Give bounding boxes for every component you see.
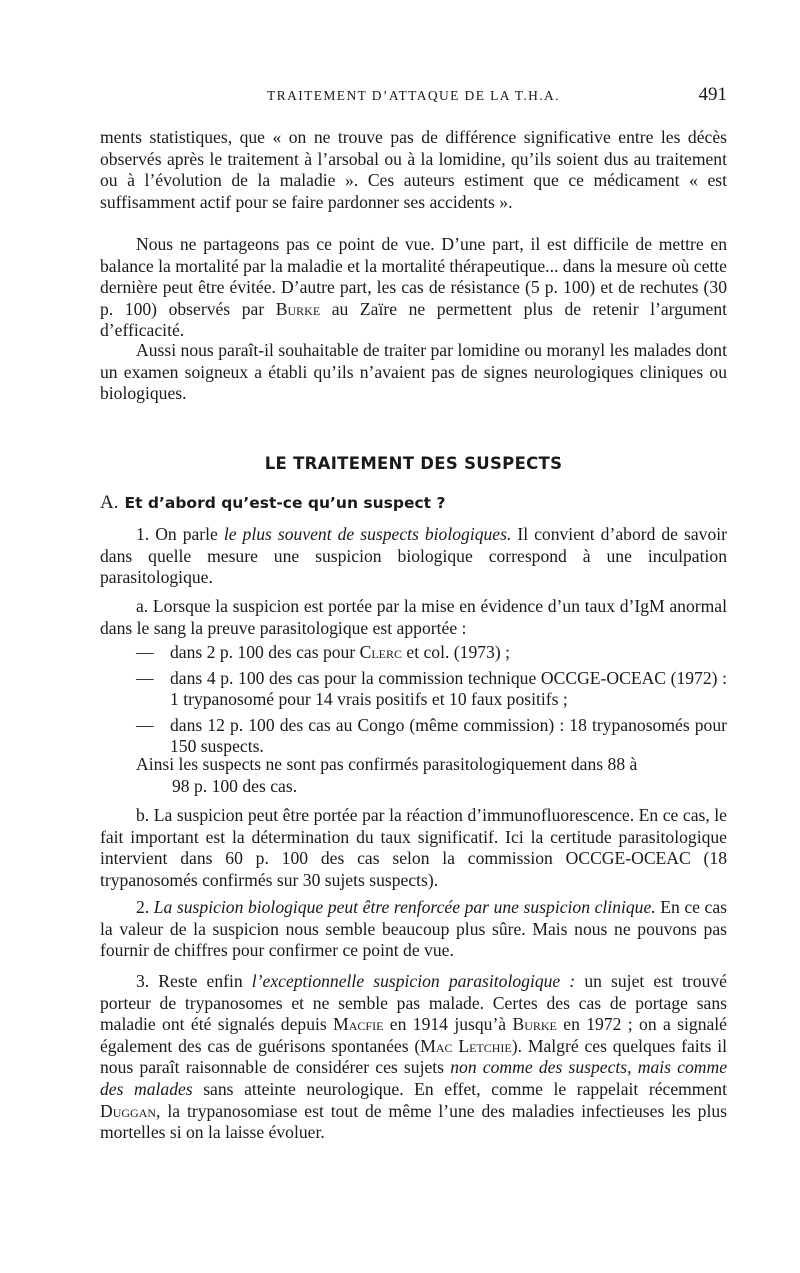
running-title: TRAITEMENT D’ATTAQUE DE LA T.H.A.	[267, 88, 560, 103]
list-item	[100, 642, 727, 664]
paragraph-9-italic-2: non comme des suspects, mais comme des malades	[100, 1057, 727, 1099]
paragraph-4-text: Il convient d’abord de savoir dans quelle mesure une suspicion biologique correspond à une inculpation parasitologique.	[100, 524, 727, 588]
dash-marker: —	[136, 667, 154, 688]
list-item	[100, 715, 727, 758]
paragraph-2-text-b: au Zaïre ne permettent plus de retenir l’argument d’efficacité.	[100, 298, 727, 341]
paragraph-9-italic-1: l’exceptionnelle suspicion parasitologique :	[251, 971, 576, 991]
page-number: 491	[698, 84, 727, 105]
running-header	[100, 84, 727, 108]
author-duggan: Duggan	[100, 1100, 157, 1121]
author-mac-letchie: Mac Letchie	[420, 1035, 512, 1056]
paragraph-9-text: en 1972 ; on a signalé également des cas de guérisons spontanées (	[100, 1014, 727, 1056]
paragraph-8	[100, 897, 727, 962]
list-item-text: et col. (1973) ;	[402, 642, 510, 662]
list-item	[100, 668, 727, 711]
author-burke: Burke	[275, 298, 321, 319]
statistics-list	[100, 642, 727, 758]
section-title: LE TRAITEMENT DES SUSPECTS	[264, 454, 563, 473]
paragraph-9	[100, 971, 727, 1144]
paragraph-6-line1: Ainsi les suspects ne sont pas confirmés parasitologiquement dans 88 à	[136, 754, 638, 774]
paragraph-6	[136, 754, 691, 797]
paragraph-8-text: En ce cas la valeur de la suspicion nous semble beaucoup plus sûre. Mais nous ne pouvons pas fournir de chiffres pour confirmer ce point de vue.	[100, 897, 727, 961]
author-clerc: Clerc	[359, 642, 402, 662]
paragraph-9-text: en 1914 jusqu’à	[383, 1014, 513, 1035]
list-item-text: dans 2 p. 100 des cas pour	[170, 642, 360, 662]
paragraph-4-lead: 1. On parle	[136, 524, 224, 544]
paragraph-4-italic: le plus souvent de suspects biologiques.	[223, 524, 512, 544]
paragraph-2	[100, 234, 727, 342]
paragraph-9-lead: 3. Reste enfin	[136, 971, 252, 991]
dash-marker: —	[136, 714, 154, 735]
dash-marker: —	[136, 642, 154, 662]
paragraph-1: ments statistiques, que « on ne trouve pas de différence significative entre les décès observés après le traitement à l’arsobal ou à la lomidine, qu’ils soient dus au traitement ou à l’évolution de la maladie ». Ces auteurs estiment que ce médicament « est suffisamment actif pour se faire pardonner ses accidents ».	[100, 127, 727, 212]
paragraph-9-text: ). Malgré ces quelques faits il nous paraît raisonnable de considérer ces sujets	[100, 1035, 727, 1078]
subsection-heading	[100, 492, 727, 514]
paragraph-6-line2: 98 p. 100 des cas.	[172, 775, 298, 796]
paragraph-9-text: un sujet est trouvé porteur de trypanosomes et ne semble pas malade. Certes des cas de portage sans maladie ont été signalés depuis	[100, 971, 727, 1035]
author-burke: Burke	[512, 1014, 557, 1035]
paragraph-8-italic: La suspicion biologique peut être renforcée par une suspicion clinique.	[153, 897, 656, 917]
paragraph-8-lead: 2.	[136, 897, 154, 917]
paragraph-4	[100, 524, 727, 589]
subsection-letter: A.	[100, 492, 119, 513]
paragraph-7: b. La suspicion peut être portée par la réaction d’immunofluorescence. En ce cas, le fait important est la détermination du taux significatif. Ici la certitude parasitologique intervient dans 60 p. 100 des cas selon la commission OCCGE-OCEAC (18 trypanosomés confirmés sur 30 sujets suspects).	[100, 805, 727, 890]
paragraph-2-text-a: Nous ne partageons pas ce point de vue. D’une part, il est difficile de mettre en balance la mortalité par la maladie et la mortalité thérapeutique... dans la mesure où cette dernière peut être évitée. D’autre part, les cas de résistance (5 p. 100) et de rechutes (30 p. 100) observés par	[100, 234, 727, 319]
list-item-text: dans 12 p. 100 des cas au Congo (même commission) : 18 trypanosomés pour 150 suspects.	[170, 714, 727, 757]
author-macfie: Macfie	[333, 1014, 384, 1035]
paragraph-9-text: , la trypanosomiase est tout de même l’une des maladies infectieuses les plus mortelles si on la laisse évoluer.	[100, 1100, 727, 1143]
paragraph-5: a. Lorsque la suspicion est portée par la mise en évidence d’un taux d’IgM anormal dans le sang la preuve parasitologique est apportée :	[100, 596, 727, 638]
paragraph-3: Aussi nous paraît-il souhaitable de traiter par lomidine ou moranyl les malades dont un examen soigneux a établi qu’ils n’avaient pas de signes neurologiques cliniques ou biologiques.	[100, 340, 727, 404]
list-item-text: dans 4 p. 100 des cas pour la commission technique OCCGE-OCEAC (1972) : 1 trypanosomé pour 14 vrais positifs et 10 faux positifs ;	[170, 667, 727, 710]
paragraph-9-text: sans atteinte neurologique. En effet, comme le rappelait récemment	[192, 1078, 727, 1099]
subsection-title: Et d’abord qu’est-ce qu’un suspect ?	[124, 494, 446, 512]
